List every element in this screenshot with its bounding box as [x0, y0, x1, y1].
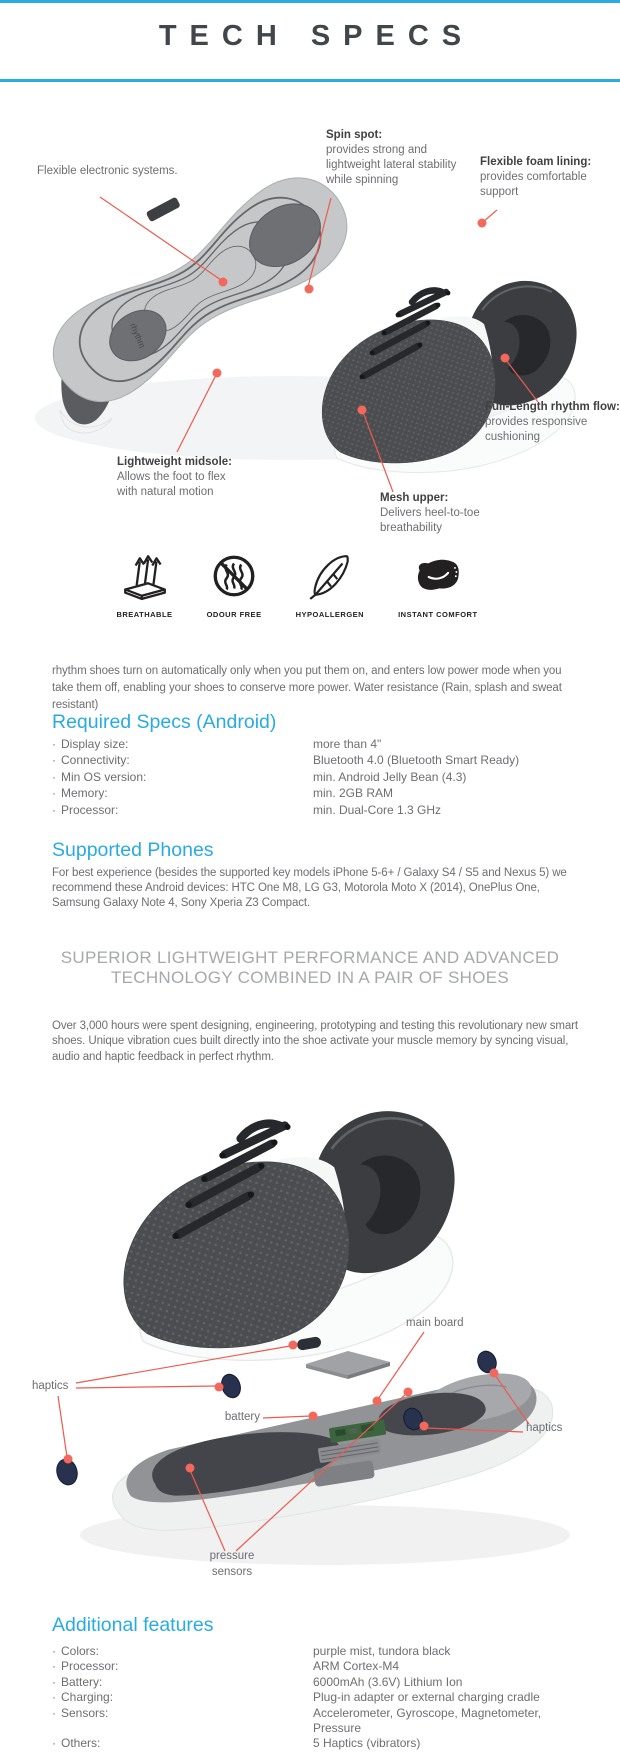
badge-odour-free [207, 551, 262, 619]
spec-value: Plug-in adapter or external charging cradle [313, 1690, 540, 1705]
annotation-flexible-electronics: Flexible electronic systems. [37, 165, 178, 177]
shoe-internals-illustration [0, 1080, 620, 1620]
spec-label: · Others: [52, 1736, 313, 1751]
spec-label: · Processor: [52, 1659, 313, 1674]
intro-paragraph: rhythm shoes turn on automatically only when you put them on, and enters low power mode when you take them off, enabling your shoes to conserve more power. Water resistance (Rain, splash and sweat resistant) [52, 665, 562, 711]
page-title: TECH SPECS [158, 20, 475, 52]
spec-row [52, 736, 592, 752]
sole-brand-text: rhythm [128, 321, 148, 350]
spec-value: 5 Haptics (vibrators) [313, 1736, 421, 1751]
spec-value: min. Dual-Core 1.3 GHz [313, 802, 442, 817]
spec-value: min. Android Jelly Bean (4.3) [313, 769, 467, 784]
spec-row [52, 802, 592, 818]
spec-label: · Battery: [52, 1675, 313, 1690]
spec-value: ARM Cortex-M4 [313, 1659, 400, 1674]
spec-value: 6000mAh (3.6V) Lithium Ion [313, 1674, 463, 1689]
chip-component [306, 1351, 390, 1375]
label-main-board: main board [406, 1317, 464, 1329]
additional-features-list [52, 1644, 592, 1752]
spec-label: · Memory: [52, 785, 313, 801]
annotation-spin-spot: Spin spot: provides strong and lightweight lateral stability while spinning [326, 129, 457, 186]
hypoallergen-icon [307, 551, 353, 601]
spec-value: Accelerometer, Gyroscope, Magnetometer, Pressure [313, 1705, 542, 1736]
label-pressure-sensors: pressure sensors [209, 1550, 255, 1578]
required-specs-heading: Required Specs (Android) [52, 711, 277, 733]
annotation-rhythm-flow: Full-Length rhythm flow: provides responsive cushioning [485, 401, 620, 443]
badge-label: BREATHABLE [116, 610, 173, 619]
odour-free-icon [211, 551, 257, 601]
badge-breathable [116, 551, 172, 619]
badge-label: HYPOALLERGEN [295, 610, 365, 619]
spec-value: Bluetooth 4.0 (Bluetooth Smart Ready) [313, 753, 520, 768]
annotation-midsole: Lightweight midsole: Allows the foot to flex with natural motion [117, 456, 232, 498]
spec-row [52, 769, 592, 785]
spec-label: · Sensors: [52, 1706, 313, 1737]
label-haptics-left: haptics [32, 1380, 69, 1392]
spec-row [52, 785, 592, 801]
badge-hypoallergen [296, 551, 365, 619]
badge-label: INSTANT COMFORT [398, 610, 478, 619]
spec-row [52, 1675, 592, 1690]
label-battery: battery [224, 1411, 260, 1423]
top-divider [0, 0, 620, 3]
spec-row [52, 752, 592, 768]
annotation-foam-lining: Flexible foam lining: provides comfortable support [480, 156, 592, 198]
tagline: SUPERIOR LIGHTWEIGHT PERFORMANCE AND ADVANCED TECHNOLOGY COMBINED IN A PAIR OF SHOES [60, 948, 560, 987]
spec-label: · Min OS version: [52, 769, 313, 785]
spec-label: · Charging: [52, 1690, 313, 1705]
label-haptics-right: haptics [526, 1422, 563, 1434]
spec-value: min. 2GB RAM [313, 786, 394, 801]
badge-instant-comfort [398, 551, 477, 619]
spec-row [52, 1659, 592, 1674]
supported-phones-heading: Supported Phones [52, 839, 214, 861]
spec-row [52, 1644, 592, 1659]
spec-value: purple mist, tundora black [313, 1644, 451, 1658]
spec-label: · Connectivity: [52, 752, 313, 768]
breathable-icon [122, 551, 168, 601]
spec-label: · Display size: [52, 736, 313, 752]
spec-row [52, 1706, 592, 1737]
supported-phones-paragraph: For best experience (besides the supported key models iPhone 5-6+ / Galaxy S4 / S5 and Nexus 5) we recommend these Android devices: HTC One M8, LG G3, Motorola Moto X (2014), OnePlus One, Samsung Galaxy Note 4, Sony Xperia Z3 Compact. [52, 867, 567, 910]
badge-label: ODOUR FREE [206, 610, 262, 619]
spec-row [52, 1736, 592, 1751]
feature-badges-row [0, 551, 594, 619]
additional-features-heading: Additional features [52, 1614, 214, 1636]
spec-label: · Processor: [52, 802, 313, 818]
spec-row [52, 1690, 592, 1705]
required-specs-list [52, 736, 592, 818]
spec-value: more than 4" [313, 737, 382, 751]
annotation-mesh-upper: Mesh upper: Delivers heel-to-toe breathability [380, 492, 480, 534]
instant-comfort-icon [415, 551, 461, 601]
overview-paragraph: Over 3,000 hours were spent designing, engineering, prototyping and testing this revolutionary new smart shoes. Unique vibration cues built directly into the shoe activate your muscle memory by syncing visual, audio and haptic feedback in perfect rhythm. [52, 1020, 578, 1063]
spec-label: · Colors: [52, 1644, 313, 1659]
